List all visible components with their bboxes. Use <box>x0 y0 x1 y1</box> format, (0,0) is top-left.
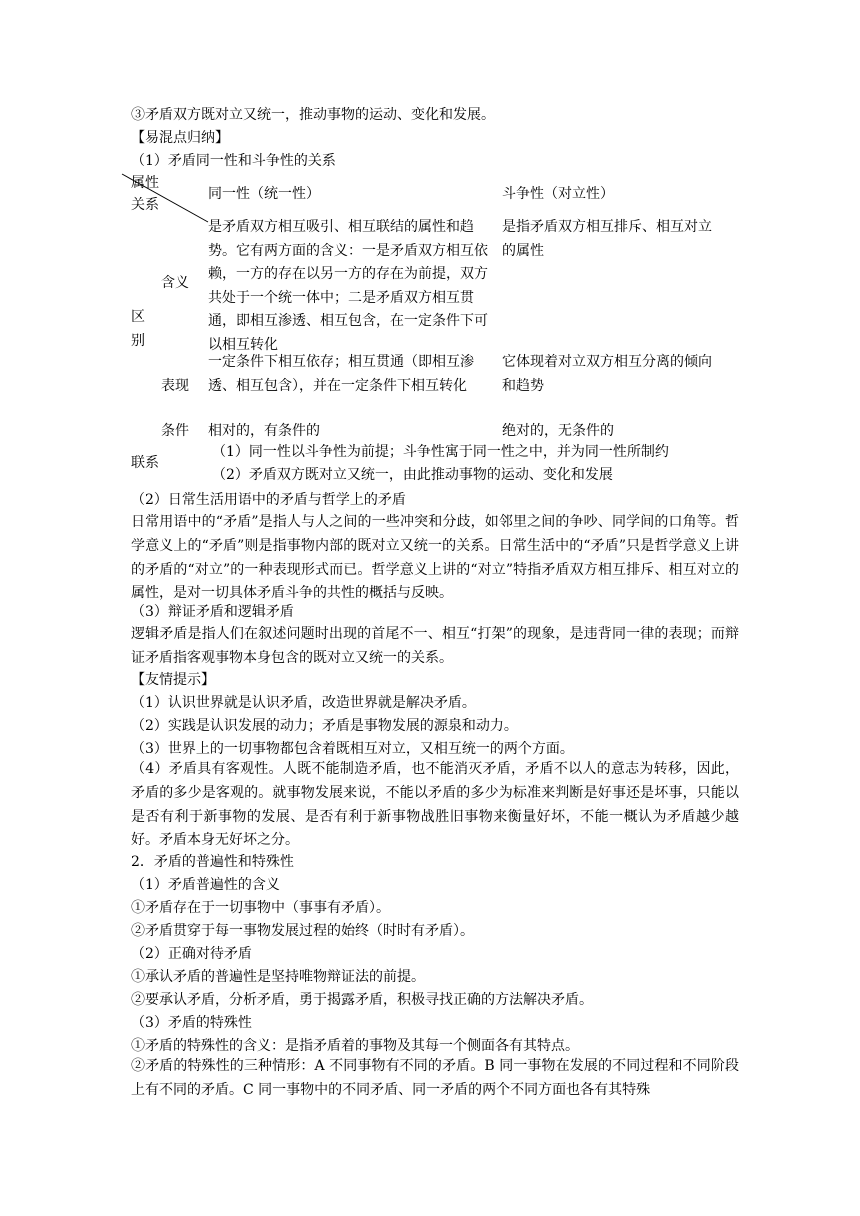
column-header-identity: 同一性（统一性） <box>208 186 320 202</box>
text-line: ②要承认矛盾，分析矛盾，勇于揭露矛盾，积极寻找正确的方法解决矛盾。 <box>131 992 593 1008</box>
cell-connection-1: （1）同一性以斗争性为前提；斗争性寓于同一性之中，并为同一性所制约 <box>212 444 669 460</box>
paragraph: 日常用语中的“矛盾”是指人与人之间的一些冲突和分歧，如邻里之间的争吵、同学间的口角等。哲学意义上的“矛盾”则是指事物内部的既对立又统一的关系。日常生活中的“矛盾”只是哲学意义上讲的矛盾的“对立”的一种表现形式而已。哲学意义上讲的“对立”特指矛盾双方相互排斥、相互对立的属性，是对一切具体矛盾斗争的共性的概括与反映。 <box>131 514 739 602</box>
text-line: ①矛盾的特殊性的含义：是指矛盾着的事物及其每一个侧面各有其特点。 <box>131 1038 579 1054</box>
section-heading: 【友情提示】 <box>131 672 215 688</box>
cell-meaning-identity: 是矛盾双方相互吸引、相互联结的属性和趋势。它有两方面的含义：一是矛盾双方相互依赖，一方的存在以另一方的存在为前提，双方共处于一个统一体中；二是矛盾双方相互贯通，即相互渗透、相互包含，在一定条件下可以相互转化 <box>208 219 488 353</box>
subheading: （1）矛盾同一性和斗争性的关系 <box>131 153 336 169</box>
row-label-connection: 联系 <box>131 455 159 471</box>
subheading: （3）辩证矛盾和逻辑矛盾 <box>131 604 294 620</box>
subheading: （3）矛盾的特殊性 <box>131 1015 252 1031</box>
header-attribute-label: 属性 <box>131 175 159 191</box>
text-line: ①矛盾存在于一切事物中（事事有矛盾）。 <box>131 900 390 916</box>
subheading: （1）矛盾普遍性的含义 <box>131 877 280 893</box>
cell-manifestation-struggle: 它体现着对立双方相互分离的倾向和趋势 <box>502 354 712 394</box>
column-header-struggle: 斗争性（对立性） <box>502 186 614 202</box>
subheading: （2）正确对待矛盾 <box>131 946 252 962</box>
tip-item: （4）矛盾具有客观性。人既不能制造矛盾，也不能消灭矛盾，矛盾不以人的意志为转移，因此，矛盾的多少是客观的。就事物发展来说，不能以矛盾的多少为标准来判断是好事还是坏事，只能以是否有利于新事物的发展、是否有利于新事物战胜旧事物来衡量好坏，不能一概认为矛盾越少越好。矛盾本身无好坏之分。 <box>131 761 739 849</box>
row-group-label-qu: 区 <box>131 309 145 325</box>
cell-connection-2: （2）矛盾双方既对立又统一，由此推动事物的运动、变化和发展 <box>212 467 613 483</box>
row-group-label-bie: 别 <box>131 333 145 349</box>
row-label-condition: 条件 <box>161 423 189 439</box>
text-line: ③矛盾双方既对立又统一，推动事物的运动、变化和发展。 <box>131 107 495 123</box>
paragraph: 逻辑矛盾是指人们在叙述问题时出现的首尾不一、相互“打架”的现象，是违背同一律的表现；而辩证矛盾指客观事物本身包含的既对立又统一的关系。 <box>131 626 739 666</box>
tip-item: （1）认识世界就是认识矛盾，改造世界就是解决矛盾。 <box>131 695 476 711</box>
row-label-meaning: 含义 <box>161 275 189 291</box>
cell-condition-identity: 相对的，有条件的 <box>208 423 320 439</box>
tip-item: （2）实践是认识发展的动力；矛盾是事物发展的源泉和动力。 <box>131 718 518 734</box>
text-line: ①承认矛盾的普遍性是坚持唯物辩证法的前提。 <box>131 969 425 985</box>
cell-condition-struggle: 绝对的，无条件的 <box>502 423 614 439</box>
header-relation-label: 关系 <box>131 197 159 213</box>
subheading: （2）日常生活用语中的矛盾与哲学上的矛盾 <box>131 492 406 508</box>
paragraph: ②矛盾的特殊性的三种情形：A 不同事物有不同的矛盾。B 同一事物在发展的不同过程和不同阶段上有不同的矛盾。C 同一事物中的不同矛盾、同一矛盾的两个不同方面也各有其特殊 <box>131 1058 739 1098</box>
cell-meaning-struggle: 是指矛盾双方相互排斥、相互对立的属性 <box>502 219 712 259</box>
row-label-manifestation: 表现 <box>161 378 189 394</box>
cell-manifestation-identity: 一定条件下相互依存；相互贯通（即相互渗透、相互包含），并在一定条件下相互转化 <box>208 354 474 394</box>
section-heading: 【易混点归纳】 <box>131 130 229 146</box>
text-line: ②矛盾贯穿于每一事物发展过程的始终（时时有矛盾）。 <box>131 923 474 939</box>
section-title: 2．矛盾的普遍性和特殊性 <box>131 854 294 870</box>
tip-item: （3）世界上的一切事物都包含着既相互对立，又相互统一的两个方面。 <box>131 741 574 757</box>
